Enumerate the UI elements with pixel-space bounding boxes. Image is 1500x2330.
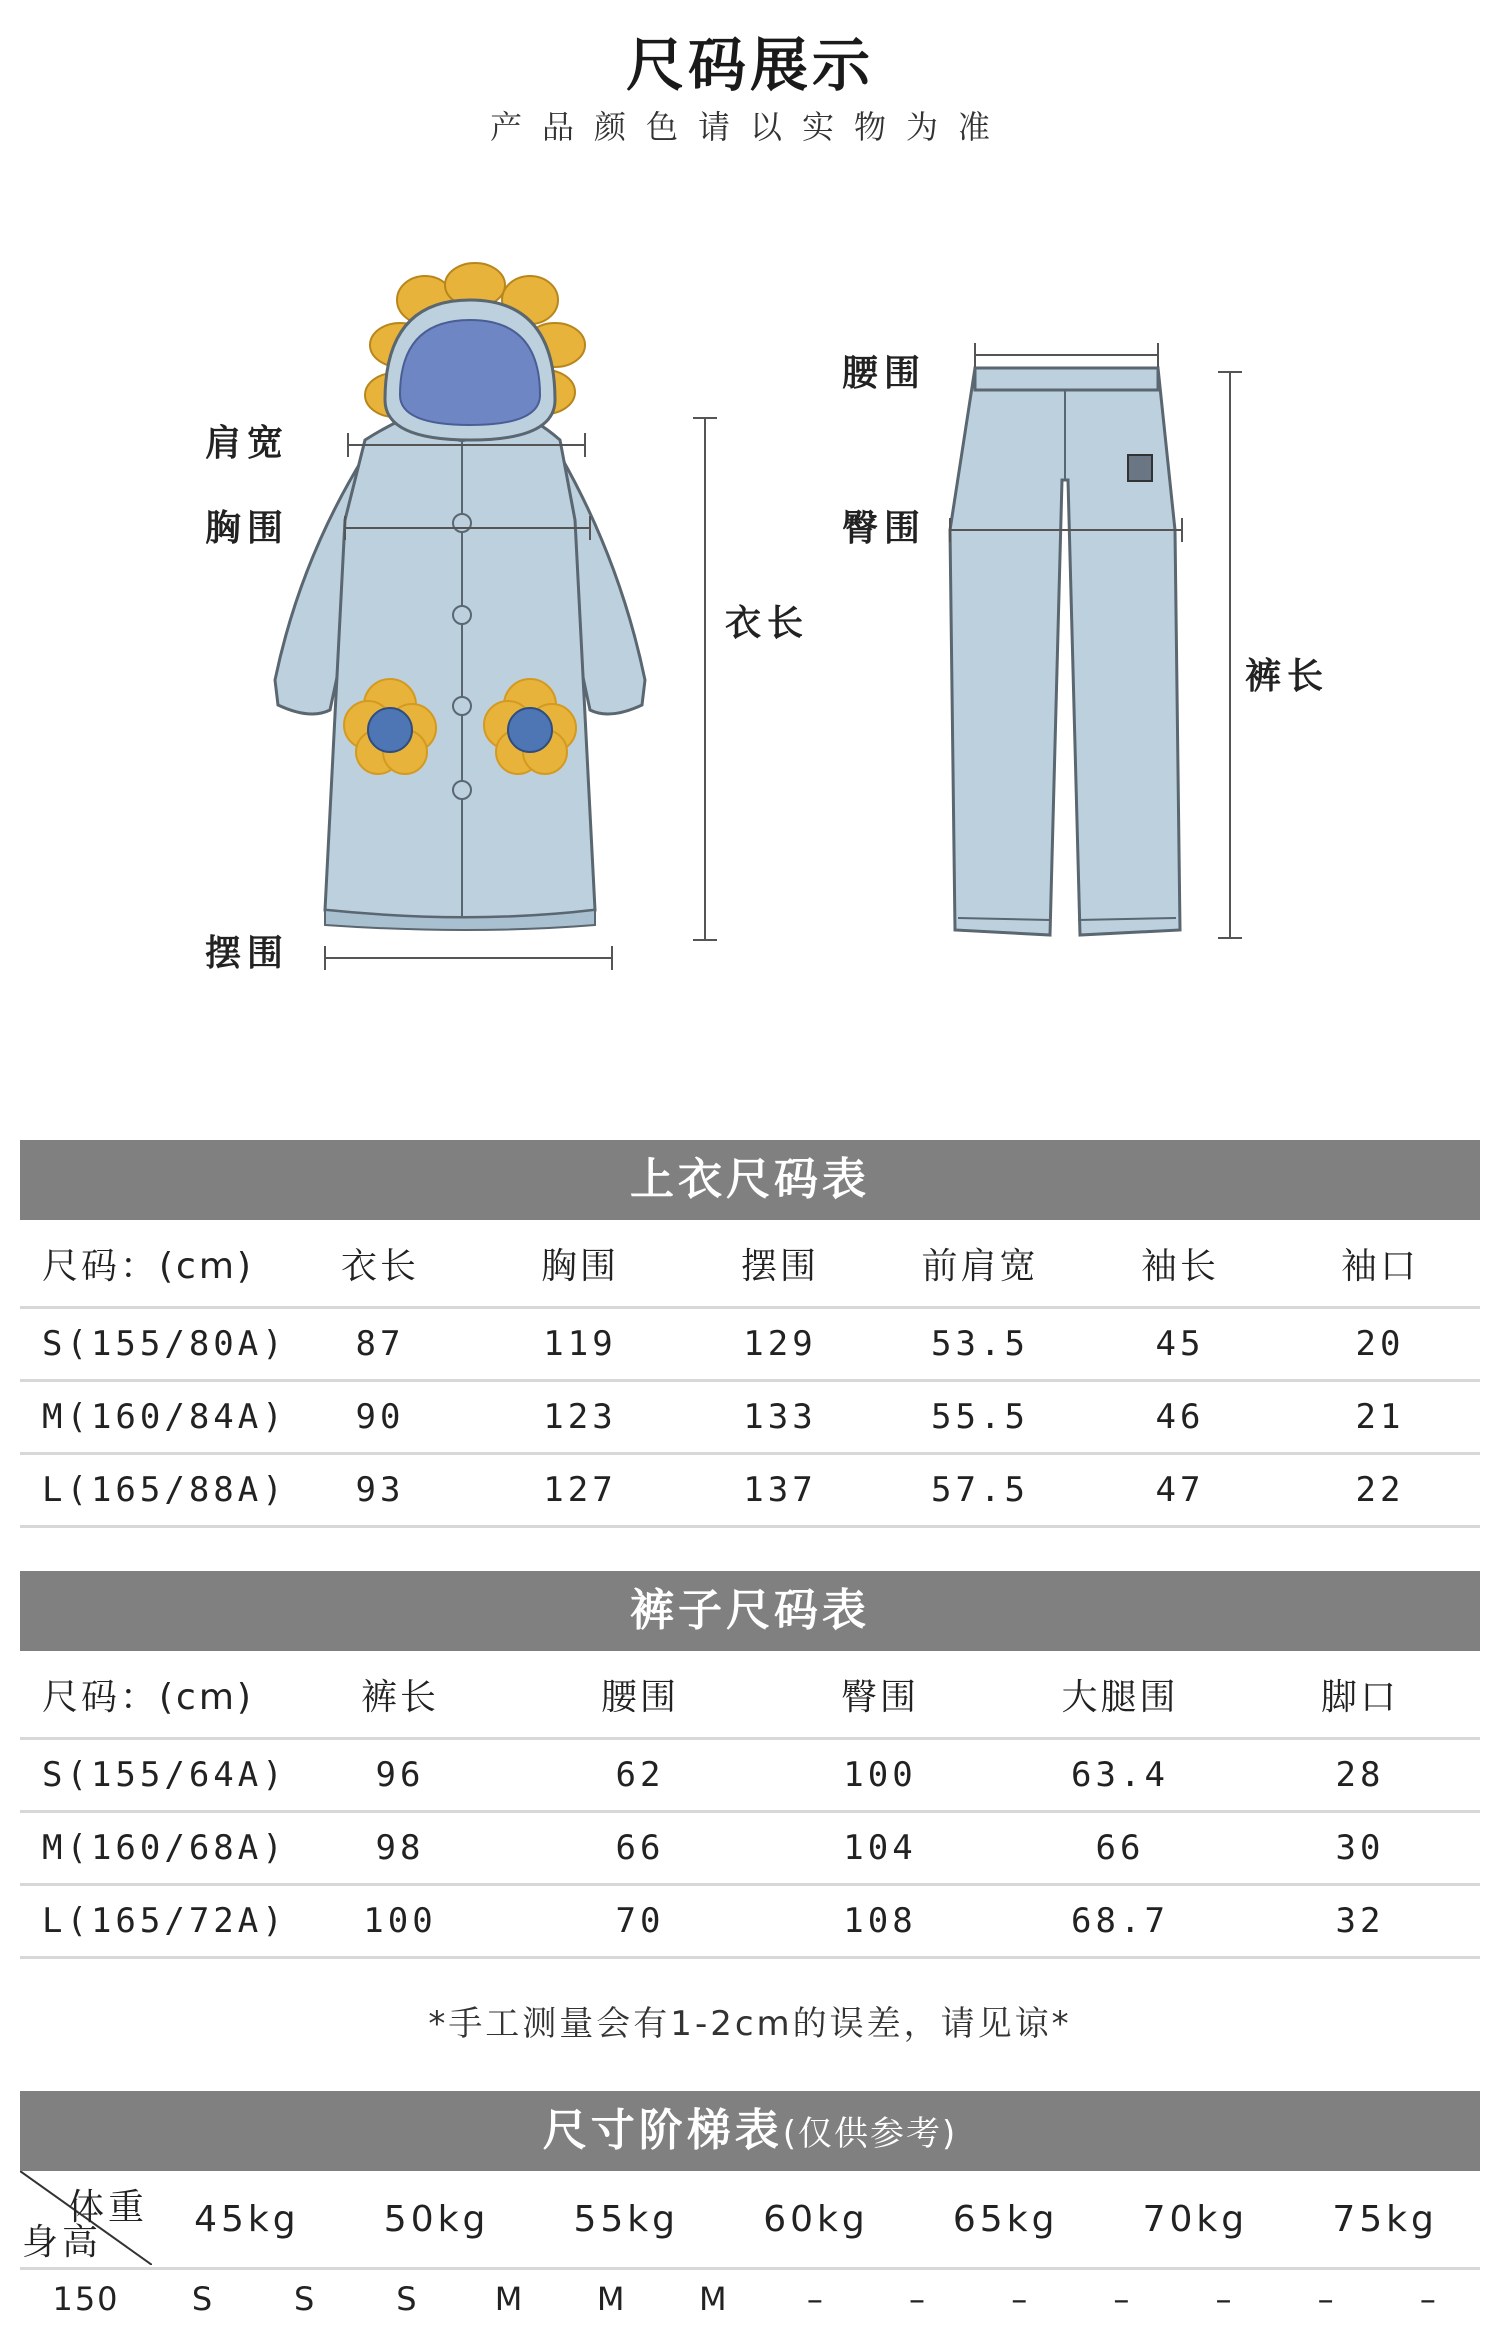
table-cell: 133: [680, 1381, 880, 1454]
coat-drawing: [275, 263, 645, 930]
table-cell: 46: [1080, 1381, 1280, 1454]
weight-header: 50kg: [342, 2171, 532, 2269]
table-cell: 66: [1000, 1812, 1240, 1885]
ladder-cell: –: [1317, 2280, 1336, 2318]
table-cell: 108: [760, 1885, 1000, 1958]
column-header: 袖长: [1080, 1220, 1280, 1308]
table-cell: 62: [520, 1739, 760, 1812]
column-header: 大腿围: [1000, 1651, 1240, 1739]
table-row: [20, 1381, 1480, 1454]
table-cell: 127: [480, 1454, 680, 1527]
weight-header: 75kg: [1290, 2171, 1480, 2269]
table-cell: 123: [480, 1381, 680, 1454]
page-title: 尺码展示: [625, 31, 874, 99]
measurement-note: *手工测量会有1-2cm的误差，请见谅*: [428, 2004, 1072, 2044]
label-chest: 胸围: [205, 508, 290, 549]
ladder-cell: S: [294, 2280, 317, 2318]
column-header: 衣长: [280, 1220, 480, 1308]
ladder-cell: S: [396, 2280, 419, 2318]
table-cell: 90: [280, 1381, 480, 1454]
table-cell: 20: [1280, 1308, 1480, 1381]
column-header: 前肩宽: [880, 1220, 1080, 1308]
table-cell: 53.5: [880, 1308, 1080, 1381]
ladder-cell: M: [596, 2280, 627, 2318]
table-cell: 96: [280, 1739, 520, 1812]
table-cell: 93: [280, 1454, 480, 1527]
column-header: 臀围: [760, 1651, 1000, 1739]
table-cell: 47: [1080, 1454, 1280, 1527]
ladder-cell: –: [1215, 2280, 1234, 2318]
ladder-title-bar: [20, 2091, 1480, 2171]
ladder-cell: –: [806, 2280, 825, 2318]
ladder-cell: –: [1419, 2280, 1438, 2318]
column-header: 腰围: [520, 1651, 760, 1739]
table-cell: 21: [1280, 1381, 1480, 1454]
corner-height: 身高: [22, 2222, 103, 2263]
ladder-note: (仅供参考): [782, 2114, 958, 2154]
column-header: 袖口: [1280, 1220, 1480, 1308]
table-cell: M(160/68A): [20, 1812, 280, 1885]
table-cell: 66: [520, 1812, 760, 1885]
top-size-table: [20, 1220, 1480, 1528]
table-cell: M(160/84A): [20, 1381, 280, 1454]
weight-header: 45kg: [152, 2171, 342, 2269]
table-row: [20, 1739, 1480, 1812]
ladder-cell: M: [494, 2280, 525, 2318]
weight-header: 65kg: [911, 2171, 1101, 2269]
column-header: 摆围: [680, 1220, 880, 1308]
table-cell: 63.4: [1000, 1739, 1240, 1812]
size-ladder-body: [20, 2268, 1480, 2330]
table-cell: S(155/80A): [20, 1308, 280, 1381]
page-subtitle: 产品颜色请以实物为准: [489, 108, 1010, 146]
size-ladder-table: [20, 2171, 1480, 2270]
label-pants-length: 裤长: [1245, 656, 1330, 697]
pants-table-title: 裤子尺码表: [20, 1571, 1480, 1651]
pants-drawing: [950, 368, 1180, 935]
column-header: 裤长: [280, 1651, 520, 1739]
table-cell: 68.7: [1000, 1885, 1240, 1958]
weight-header: 55kg: [531, 2171, 721, 2269]
table-row: [20, 1454, 1480, 1527]
table-cell: 98: [280, 1812, 520, 1885]
table-cell: 32: [1240, 1885, 1480, 1958]
table-cell: 104: [760, 1812, 1000, 1885]
ladder-title: 尺寸阶梯表: [542, 2105, 783, 2156]
ladder-row: [20, 2268, 1480, 2330]
table-cell: 119: [480, 1308, 680, 1381]
table-cell: 57.5: [880, 1454, 1080, 1527]
table-cell: S(155/64A): [20, 1739, 280, 1812]
table-cell: 137: [680, 1454, 880, 1527]
ladder-cell: M: [698, 2280, 729, 2318]
table-cell: 129: [680, 1308, 880, 1381]
table-cell: 100: [760, 1739, 1000, 1812]
ladder-cell: –: [1113, 2280, 1132, 2318]
table-cell: 55.5: [880, 1381, 1080, 1454]
table-cell: 70: [520, 1885, 760, 1958]
column-header: 尺码：(cm): [20, 1220, 280, 1308]
label-shoulder: 肩宽: [205, 423, 290, 464]
table-cell: 28: [1240, 1739, 1480, 1812]
ladder-header-row: [20, 2171, 1480, 2269]
table-header-row: [20, 1220, 1480, 1308]
table-cell: L(165/88A): [20, 1454, 280, 1527]
column-header: 脚口: [1240, 1651, 1480, 1739]
table-row: [20, 1308, 1480, 1381]
table-cell: 87: [280, 1308, 480, 1381]
table-header-row: [20, 1651, 1480, 1739]
table-cell: 45: [1080, 1308, 1280, 1381]
label-coat-length: 衣长: [725, 603, 810, 644]
height-cell: 150: [52, 2280, 120, 2318]
label-hip: 臀围: [842, 508, 927, 549]
ladder-cell: –: [1011, 2280, 1030, 2318]
table-cell: L(165/72A): [20, 1885, 280, 1958]
table-cell: 22: [1280, 1454, 1480, 1527]
pants-size-table: [20, 1651, 1480, 1959]
column-header: 尺码：(cm): [20, 1651, 280, 1739]
table-cell: 100: [280, 1885, 520, 1958]
weight-header: 70kg: [1101, 2171, 1291, 2269]
top-table-title: 上衣尺码表: [20, 1140, 1480, 1220]
ladder-corner-cell: [20, 2171, 152, 2269]
label-hem: 摆围: [205, 933, 290, 974]
column-header: 胸围: [480, 1220, 680, 1308]
label-waist: 腰围: [842, 353, 927, 394]
corner-weight: 体重: [67, 2187, 148, 2228]
table-row: [20, 1885, 1480, 1958]
table-cell: 30: [1240, 1812, 1480, 1885]
ladder-cell: –: [909, 2280, 928, 2318]
table-row: [20, 1812, 1480, 1885]
ladder-cell: S: [191, 2280, 215, 2318]
weight-header: 60kg: [721, 2171, 911, 2269]
